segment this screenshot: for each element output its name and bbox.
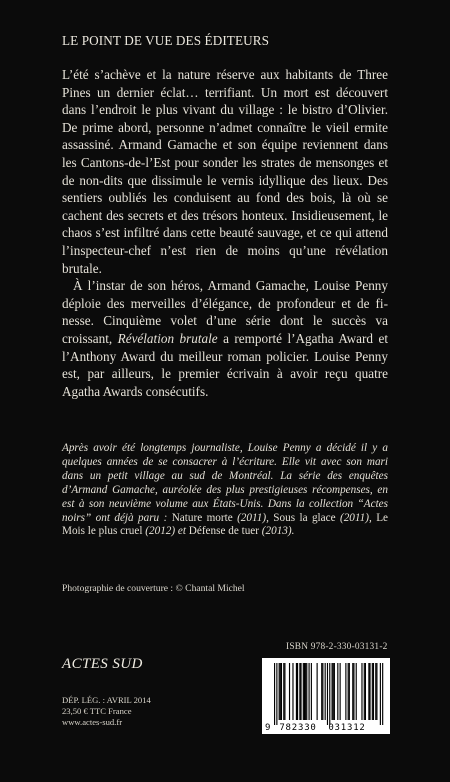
bio-title-1: Nature morte — [171, 511, 233, 524]
author-bio — [62, 442, 388, 539]
barcode-bar — [369, 663, 370, 720]
price: 23,50 € TTC France — [62, 705, 132, 716]
blurb-paragraph-2-end: a remporté l’Agatha Award et l’Anthony Award du meilleur roman policier. Louise Penny est, par ailleurs, le premier écrivain à avoir reçu quatre Agatha Awards consécutifs. — [62, 330, 388, 399]
barcode-bar — [289, 663, 290, 720]
barcode-bar — [376, 663, 377, 720]
bio-title-4: Défense de tuer — [188, 525, 259, 538]
barcode-guard-bar — [329, 663, 330, 725]
barcode-bar — [296, 663, 297, 720]
barcode-bar — [337, 663, 338, 720]
bio-title-3: Le Mois le plus cruel — [62, 511, 388, 538]
barcode-bar — [283, 663, 284, 720]
barcode-bar — [333, 663, 334, 720]
barcode-bar — [332, 663, 333, 720]
barcode-bar — [364, 663, 365, 720]
barcode-bar — [292, 663, 293, 720]
bio-title-2: Sous la glace — [273, 511, 336, 524]
isbn: ISBN 978-2-330-03131-2 — [286, 642, 388, 652]
barcode-left-digits: 782330 — [279, 723, 317, 733]
barcode-bar — [280, 663, 281, 720]
website: www.actes-sud.fr — [62, 716, 123, 727]
barcode-bar — [311, 663, 312, 720]
bio-year-1: (2011), — [232, 511, 274, 524]
barcode-bar — [321, 663, 322, 720]
barcode-bar — [345, 663, 346, 720]
legal-info — [62, 695, 151, 727]
publisher-logo: ACTES SUD — [62, 656, 143, 672]
barcode-right-digits: 031312 — [328, 723, 366, 733]
bio-year-4: (2013). — [258, 525, 295, 538]
legal-deposit: DÉP. LÉG. : AVRIL 2014 — [62, 695, 151, 705]
barcode-bar — [375, 663, 376, 720]
barcode-guard-bar — [382, 663, 383, 725]
barcode-bar — [334, 663, 335, 720]
barcode-bar — [305, 663, 306, 720]
barcode-bar — [368, 663, 369, 720]
barcode-bar — [353, 663, 354, 720]
barcode-bar — [340, 663, 341, 720]
blurb-paragraph-2-start: À l’instar de son héros, Armand Gamache, Louise Penny déploie des merveilles d’élégance, de profondeur et de finesse. Cinquième volet d’une série dont le succès va croissant, — [62, 278, 388, 346]
barcode-bar — [325, 663, 326, 720]
barcode-bar — [300, 663, 301, 720]
barcode-bar — [361, 663, 362, 720]
bio-year-2: (2011), — [335, 511, 377, 524]
barcode-bar — [309, 663, 310, 720]
section-heading: LE POINT DE VUE DES ÉDITEURS — [62, 33, 270, 48]
barcode-first-digit: 9 — [265, 723, 271, 733]
barcode-bar — [372, 663, 373, 720]
barcode-bar — [373, 663, 374, 720]
barcode-bar — [348, 663, 349, 720]
barcode-bar — [281, 663, 282, 720]
barcode-bar — [356, 663, 357, 720]
barcode-bar — [317, 663, 318, 720]
blurb-paragraph-2 — [62, 277, 388, 400]
barcode-bar — [299, 663, 300, 720]
photo-credit: Photographie de couverture : © Chantal Michel — [62, 583, 245, 594]
barcode-bar — [303, 663, 304, 720]
barcode-bar — [352, 663, 353, 720]
bio-text: Après avoir été longtemps journaliste, Louise Penny a décidé il y a quelques années de se consacrer à l’écriture. Elle vit avec son mari dans un petit village au sud de Montréal. La série des enquêtes d’Armand Gamache, auréolée des plus prestigieuses récompenses, en est à son neuvième volume aux États-Unis. Dans la collection “Actes noirs” ont déjà paru : — [62, 442, 388, 524]
barcode-graphic — [262, 658, 390, 734]
barcode — [262, 658, 390, 734]
barcode-guard-bar — [327, 663, 328, 725]
barcode-bar — [304, 663, 305, 720]
barcode-bar — [297, 663, 298, 720]
barcode-bar — [306, 663, 307, 720]
barcode-bar — [349, 663, 350, 720]
barcode-bar — [279, 663, 280, 720]
barcode-bar — [322, 663, 323, 720]
barcode-bar — [365, 663, 366, 720]
barcode-guard-bar — [274, 663, 275, 725]
bio-year-3: (2012) et — [142, 525, 189, 538]
publisher-blurb — [62, 66, 388, 400]
barcode-bar — [284, 663, 285, 720]
blurb-paragraph-1: L’été s’achève et la nature réserve aux habitants de Three Pines un dernier éclat… terrifiant. Un mort est découvert dans l’endroit le plus vivant du village : le bistro d’Olivier. De prime abord, personne n’admet connaître le vieil ermite assassiné. Armand Gamache et son équipe reviennent dans les Cantons-de-l’Est pour sonder les strates de mensonges et de non-dits que dissimule le vernis idyllique des lieux. Des sentiers oubliés les conduisent au fond des bois, là où se cachent des secrets et des trésors honteux. Insidieusement, le chaos s’est infiltré dans cette beauté sauvage, et ce qui attend l’inspecteur-chef n’est rien de moins qu’une révélation brutale. — [62, 67, 388, 276]
barcode-guard-bar — [276, 663, 277, 725]
barcode-guard-bar — [380, 663, 381, 725]
book-title: Révélation brutale — [117, 330, 218, 346]
